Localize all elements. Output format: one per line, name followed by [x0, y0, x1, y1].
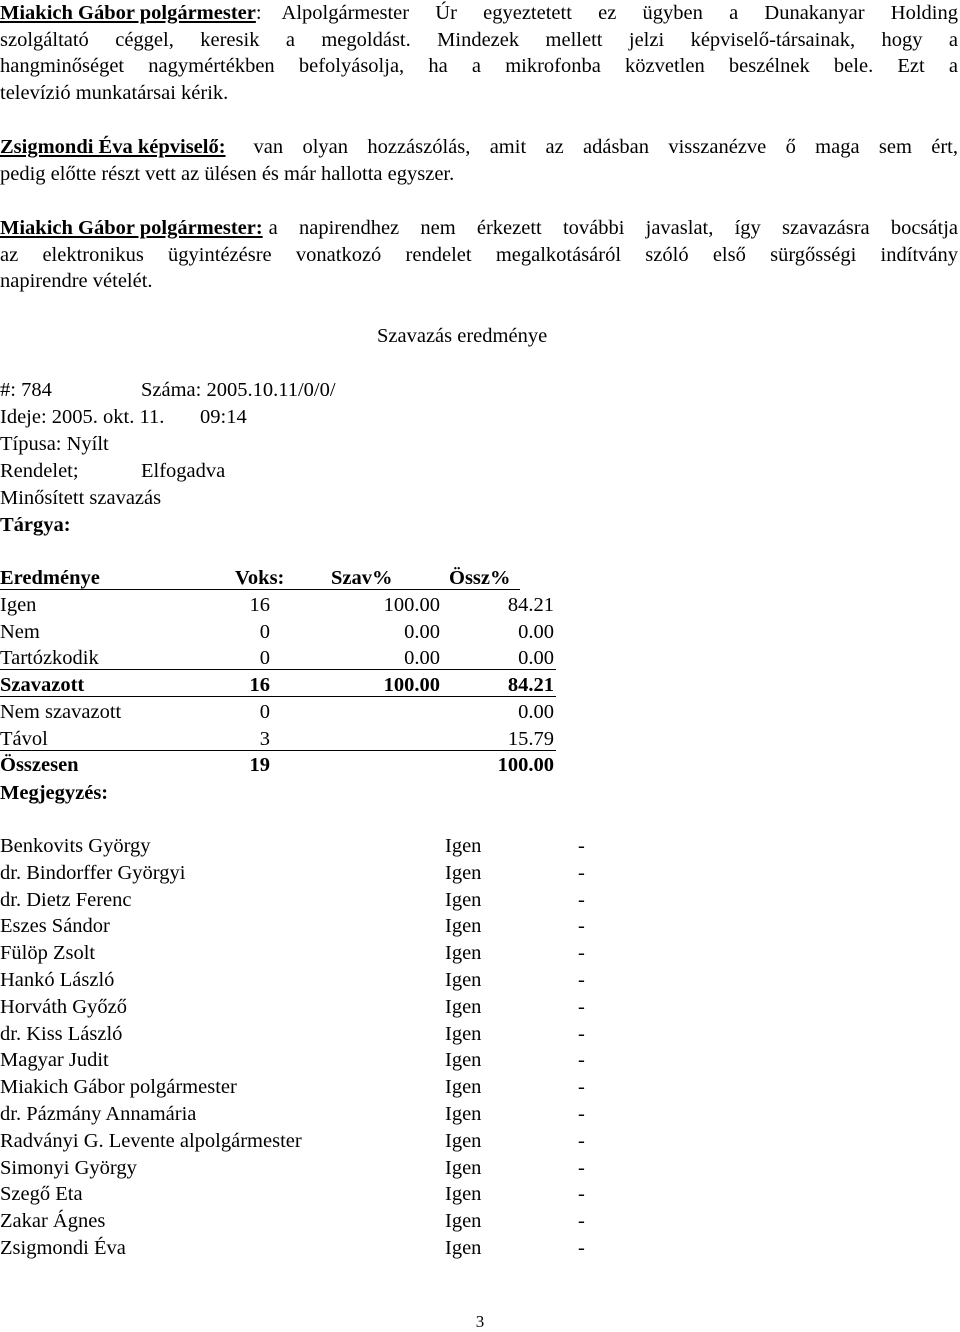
member-vote: Igen: [445, 1156, 482, 1179]
results-row-ossz: 100.00: [497, 754, 554, 777]
results-header-szav: Szav%: [331, 567, 393, 589]
member-vote: Igen: [445, 1022, 482, 1045]
paragraph-text-line: az elektronikus ügyintézésre vonatkozó rendelet megalkotásáról szóló első sürgősségi indítvány: [0, 243, 958, 266]
vote-status: Elfogadva: [141, 460, 226, 482]
member-vote: Igen: [445, 915, 482, 938]
paragraph-text-line: hangminőséget nagymértékben befolyásolja, ha a mikrofonba közvetlen beszélnek bele. Ezt a: [0, 55, 958, 78]
results-row-ossz: 15.79: [507, 727, 554, 750]
results-row-voks: 0: [259, 700, 270, 723]
member-vote-note: -: [578, 942, 585, 965]
results-row-voks: 3: [259, 727, 270, 750]
member-name: Simonyi György: [0, 1156, 137, 1179]
member-vote: Igen: [445, 942, 482, 965]
member-vote-row: [0, 1156, 600, 1182]
results-row: [0, 753, 560, 779]
member-name: Radványi G. Levente alpolgármester: [0, 1129, 302, 1152]
member-vote-note: -: [578, 861, 585, 884]
member-vote-note: -: [578, 995, 585, 1018]
member-vote-note: -: [578, 969, 585, 991]
member-vote: Igen: [445, 835, 482, 857]
member-vote-row: [0, 941, 600, 967]
vote-kind: Rendelet;: [0, 460, 79, 482]
member-name: Zsigmondi Éva: [0, 1237, 126, 1259]
member-vote-note: -: [578, 1183, 585, 1206]
member-vote-note: -: [578, 1129, 585, 1152]
results-row-voks: 19: [249, 754, 270, 777]
member-name: Hankó László: [0, 969, 115, 991]
paragraph-text-line: napirendre vételét.: [0, 270, 153, 293]
results-row-label: Igen: [0, 594, 37, 616]
member-vote: Igen: [445, 1210, 482, 1233]
results-row-szav: 0.00: [404, 620, 440, 643]
paragraph-text-line: televízió munkatársai kérik.: [0, 81, 229, 104]
member-vote-row: [0, 1129, 600, 1155]
member-vote-row: [0, 1022, 600, 1048]
results-row-underline: [0, 750, 556, 751]
notes-label: Megjegyzés:: [0, 782, 109, 804]
results-row-label: Távol: [0, 727, 48, 750]
results-row-ossz: 0.00: [518, 620, 554, 643]
member-vote: Igen: [445, 969, 482, 991]
results-row-label: Nem: [0, 620, 40, 643]
member-vote: Igen: [445, 1129, 482, 1152]
member-vote-note: -: [578, 1103, 585, 1125]
member-vote-row: [0, 995, 600, 1021]
member-name: dr. Dietz Ferenc: [0, 888, 132, 911]
member-vote-note: -: [578, 1237, 585, 1259]
member-vote-note: -: [578, 835, 585, 857]
member-vote-row: [0, 914, 600, 940]
member-vote: Igen: [445, 1103, 482, 1125]
results-row-ossz: 84.21: [507, 594, 554, 616]
member-vote-row: [0, 1182, 600, 1208]
member-vote: Igen: [445, 995, 482, 1018]
vote-heading: Szavazás eredménye: [377, 325, 548, 347]
member-vote: Igen: [445, 1049, 482, 1072]
vote-number: Száma: 2005.10.11/0/0/: [141, 379, 336, 401]
results-row-voks: 0: [259, 647, 270, 670]
member-vote: Igen: [445, 1237, 482, 1259]
member-vote-row: [0, 834, 600, 860]
member-vote-note: -: [578, 888, 585, 911]
paragraph-text-line: van olyan hozzászólás, amit az adásban visszanézve ő maga sem ért,: [253, 136, 958, 158]
member-vote-row: [0, 1075, 600, 1101]
paragraph-text-line: a napirendhez nem érkezett további javaslat, így szavazásra bocsátja: [268, 217, 958, 239]
speaker-name: Miakich Gábor polgármester:: [0, 217, 263, 239]
results-row: [0, 593, 560, 619]
results-row: [0, 620, 560, 646]
member-name: Zakar Ágnes: [0, 1210, 106, 1233]
results-row-underline: [0, 696, 556, 697]
member-name: dr. Kiss László: [0, 1022, 123, 1045]
results-row-voks: 16: [249, 674, 270, 697]
paragraph-text-line: szolgáltató céggel, keresik a megoldást. Mindezek mellett jelzi képviselő-társainak, hogy a: [0, 28, 958, 51]
member-name: dr. Pázmány Annamária: [0, 1103, 197, 1125]
member-vote: Igen: [445, 1076, 482, 1099]
results-row-label: Tartózkodik: [0, 647, 99, 670]
results-row-voks: 16: [249, 594, 270, 616]
vote-time-value: 09:14: [200, 406, 247, 428]
vote-id: #: 784: [0, 379, 52, 401]
member-vote-note: -: [578, 1210, 585, 1233]
speaker-name: Miakich Gábor polgármester: [0, 2, 256, 24]
header-underline: [0, 589, 520, 590]
paragraph-text-line: Alpolgármester Úr egyeztetett ez ügyben a Dunakanyar Holding: [281, 2, 958, 24]
member-name: Magyar Judit: [0, 1049, 109, 1072]
member-vote: Igen: [445, 861, 482, 884]
paragraph-text-line: pedig előtte részt vett az ülésen és már hallotta egyszer.: [0, 162, 455, 185]
member-vote-row: [0, 888, 600, 914]
member-vote-note: -: [578, 1076, 585, 1099]
member-name: Horváth Győző: [0, 995, 127, 1018]
vote-subject-label: Tárgya:: [0, 514, 71, 536]
results-row-szav: 100.00: [383, 594, 440, 616]
member-vote-row: [0, 861, 600, 887]
results-row-ossz: 0.00: [518, 700, 554, 723]
member-name: Fülöp Zsolt: [0, 942, 96, 965]
vote-type: Típusa: Nyílt: [0, 433, 109, 455]
results-row-underline: [0, 669, 556, 670]
member-vote-row: [0, 1102, 600, 1128]
results-row-label: Összesen: [0, 754, 79, 777]
member-vote-row: [0, 1209, 600, 1235]
speaker-name: Zsigmondi Éva képviselő:: [0, 136, 226, 158]
member-vote-note: -: [578, 1022, 585, 1045]
paragraph-2: [0, 134, 958, 187]
member-name: Miakich Gábor polgármester: [0, 1076, 237, 1099]
member-name: Benkovits György: [0, 835, 151, 857]
member-vote: Igen: [445, 888, 482, 911]
results-row-ossz: 84.21: [507, 674, 554, 697]
paragraph-1: Miakich Gábor polgármester: Alpolgármester Úr egyeztetett ez ügyben a Dunakanyar Holding szolgáltató céggel, keresik a megoldást. Mindezek mellett jelzi képviselő-társainak, hogy a hangminőséget nagymértékben befolyásolja, ha a mikrofonba közvetlen beszélnek bele. Ezt a televízió munkatársai kérik.: [0, 0, 958, 106]
results-row-szav: 0.00: [404, 647, 440, 670]
member-vote-row: [0, 1048, 600, 1074]
results-row-label: Szavazott: [0, 674, 85, 697]
results-header-ossz: Össz%: [449, 567, 511, 589]
member-vote: Igen: [445, 1183, 482, 1206]
results-row-ossz: 0.00: [518, 647, 554, 670]
results-row-szav: 100.00: [383, 674, 440, 697]
member-name: Eszes Sándor: [0, 915, 110, 938]
member-name: Szegő Eta: [0, 1183, 83, 1206]
results-header-label: Eredménye: [0, 567, 100, 589]
results-header-voks: Voks:: [235, 567, 285, 589]
page-number: 3: [475, 1312, 485, 1331]
vote-time-label: Ideje: 2005. okt. 11.: [0, 406, 165, 428]
vote-qualified: Minősített szavazás: [0, 487, 162, 509]
member-name: dr. Bindorffer Györgyi: [0, 861, 186, 884]
results-row-label: Nem szavazott: [0, 700, 122, 723]
member-vote-row: [0, 968, 600, 994]
results-row: [0, 700, 560, 726]
paragraph-3: [0, 215, 958, 295]
results-row-voks: 0: [259, 620, 270, 643]
member-vote-note: -: [578, 915, 585, 938]
member-vote-note: -: [578, 1049, 585, 1072]
member-vote-note: -: [578, 1156, 585, 1179]
member-vote-row: [0, 1236, 600, 1262]
